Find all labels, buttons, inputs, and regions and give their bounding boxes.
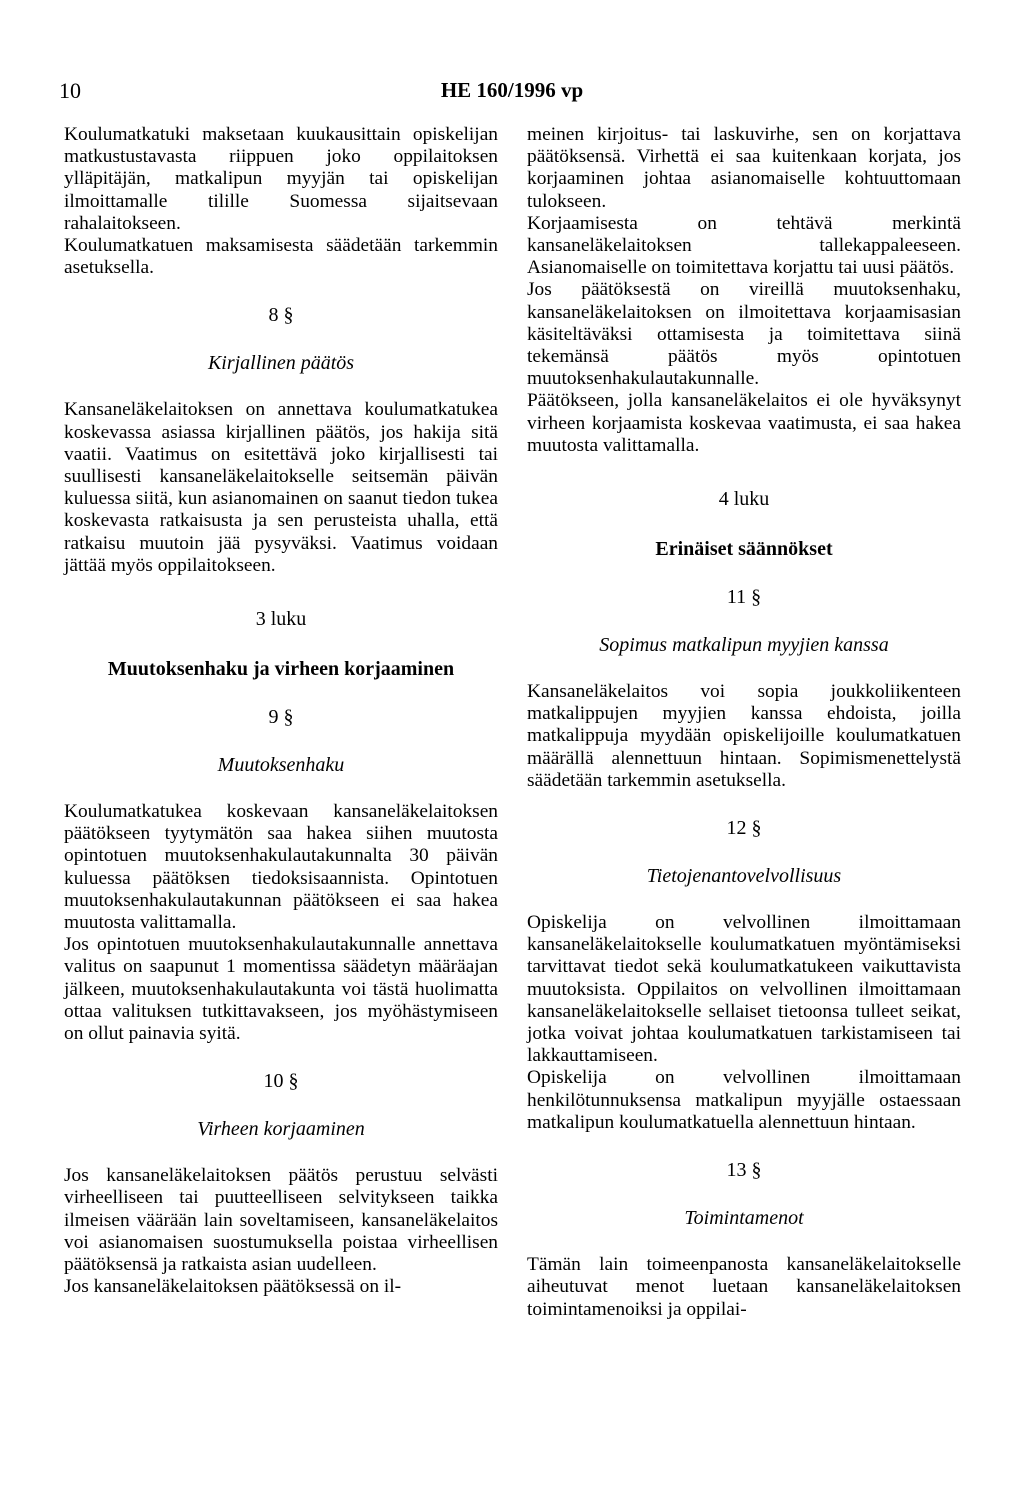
chapter-number: 4 luku [718,488,770,511]
section-title: Toimintamenot [684,1207,804,1230]
paragraph: Jos päätöksestä on vireillä muutoksenhaku, kansaneläkelaitoksen on ilmoitettava korjaamisasian käsiteltäväksi ottamisesta ja toimitettava siinä tekemänsä päätös myös opintotuen muutoksenhakulautakunnalle. [527,279,961,390]
paragraph: Kansaneläkelaitoksen on annettava koulumatkatukea koskevassa asiassa kirjallinen päätös, jos hakija sitä vaatii. Vaatimus on esitettävä joko kirjallisesti tai suullisesti kansaneläkelaitokselle seitsemän päivän kuluessa siitä, kun asianomainen on saanut tiedon tukea koskevasta ratkaisusta ja sen perusteista uhalla, että ratkaisu muutoin jää pysyväksi. Vaatimus voidaan jättää myös oppilaitokseen. [64,399,498,576]
paragraph: Korjaamisesta on tehtävä merkintä kansaneläkelaitoksen tallekappaleeseen. Asianomaiselle on toimitettava korjattu tai uusi päätös. [527,212,961,279]
section-title: Sopimus matkalipun myyjien kanssa [599,634,889,657]
document-id: HE 160/1996 vp [440,78,584,102]
paragraph: Päätökseen, jolla kansaneläkelaitos ei ole hyväksynyt virheen korjaamista koskevaa vaatimusta, ei saa hakea muutosta valittamalla. [527,390,961,456]
section-title: Kirjallinen päätös [207,352,355,375]
section-number: 13 § [726,1159,762,1182]
paragraph: Jos opintotuen muutoksenhakulautakunnalle annettava valitus on saapunut 1 momentissa säädetyn määräajan jälkeen, muutoksenhakulautakunta voi tästä huolimatta ottaa valituksen tutkittavakseen, jos myöhästymiseen on ollut painavia syitä. [64,934,498,1045]
right-column [527,124,961,1321]
paragraph: Koulumatkatuki maksetaan kuukausittain opiskelijan matkustustavasta riippuen joko oppilaitoksen ylläpitäjän, matkalipun myyjän tai opiskelijan ilmoittamalle tilille Suomessa sijaitsevaan rahalaitokseen. [64,124,498,234]
paragraph: Koulumatkatukea koskevaan kansaneläkelaitoksen päätökseen tyytymätön saa hakea siihen muutosta opintotuen muutoksenhakulautakunnalta 30 päivän kuluessa päätöksen tiedoksisaannista. Opintotuen muutoksenhakulautakunnan päätökseen ei saa hakea muutosta valittamalla. [64,801,498,934]
chapter-title: Erinäiset säännökset [655,538,833,561]
section-title: Tietojenantovelvollisuus [646,865,842,888]
page-header [0,78,1024,108]
section-number: 12 § [726,817,762,840]
section-number: 11 § [726,586,762,609]
paragraph: Koulumatkatuen maksamisesta säädetään tarkemmin asetuksella. [64,235,498,279]
section-number: 9 § [268,706,294,729]
section-title: Muutoksenhaku [217,754,345,777]
paragraph: Tämän lain toimeenpanosta kansaneläkelaitokselle aiheutuvat menot luetaan kansaneläkelaitoksen toimintamenoiksi ja oppilai- [527,1254,961,1320]
paragraph: Jos kansaneläkelaitoksen päätöksessä on il- [64,1276,402,1298]
left-column [64,124,498,1299]
paragraph: Jos kansaneläkelaitoksen päätös perustuu selvästi virheelliseen tai puutteelliseen selvitykseen taikka ilmeisen väärään lain soveltamiseen, kansaneläkelaitos voi asianomaisen suostumuksella poistaa virheellisen päätöksensä ja ratkaista asian uudelleen. [64,1165,498,1276]
chapter-number: 3 luku [255,608,307,631]
paragraph: Kansaneläkelaitos voi sopia joukkoliikenteen matkalippujen myyjien kanssa ehdoista, joilla matkalippuja myydään opiskelijoille koulumatkatuen määrällä alennettuun hintaan. Sopimismenettelystä säädetään tarkemmin asetuksella. [527,681,961,791]
section-title: Virheen korjaaminen [197,1118,365,1141]
chapter-title: Muutoksenhaku ja virheen korjaaminen [107,658,455,681]
paragraph: Opiskelija on velvollinen ilmoittamaan henkilötunnuksensa matkalipun myyjälle ostaessaan matkalipun koulumatkatuella alennettuun hintaan. [527,1067,961,1133]
section-number: 10 § [263,1070,299,1093]
page-number: 10 [59,78,81,103]
paragraph: meinen kirjoitus- tai laskuvirhe, sen on korjattava päätöksensä. Virhettä ei saa kuitenkaan korjata, jos korjaaminen johtaa asianomaiselle kohtuuttomaan tulokseen. [527,124,961,212]
section-number: 8 § [268,304,294,327]
paragraph: Opiskelija on velvollinen ilmoittamaan kansaneläkelaitokselle koulumatkatuen myöntämiseksi tarvittavat tiedot sekä koulumatkatukeen vaikuttavista muutoksista. Oppilaitos on velvollinen ilmoittamaan kansaneläkelaitokselle sellaiset tietoonsa tulleet seikat, jotka voivat johtaa koulumatkatuen tarkistamiseen tai lakkauttamiseen. [527,912,961,1067]
